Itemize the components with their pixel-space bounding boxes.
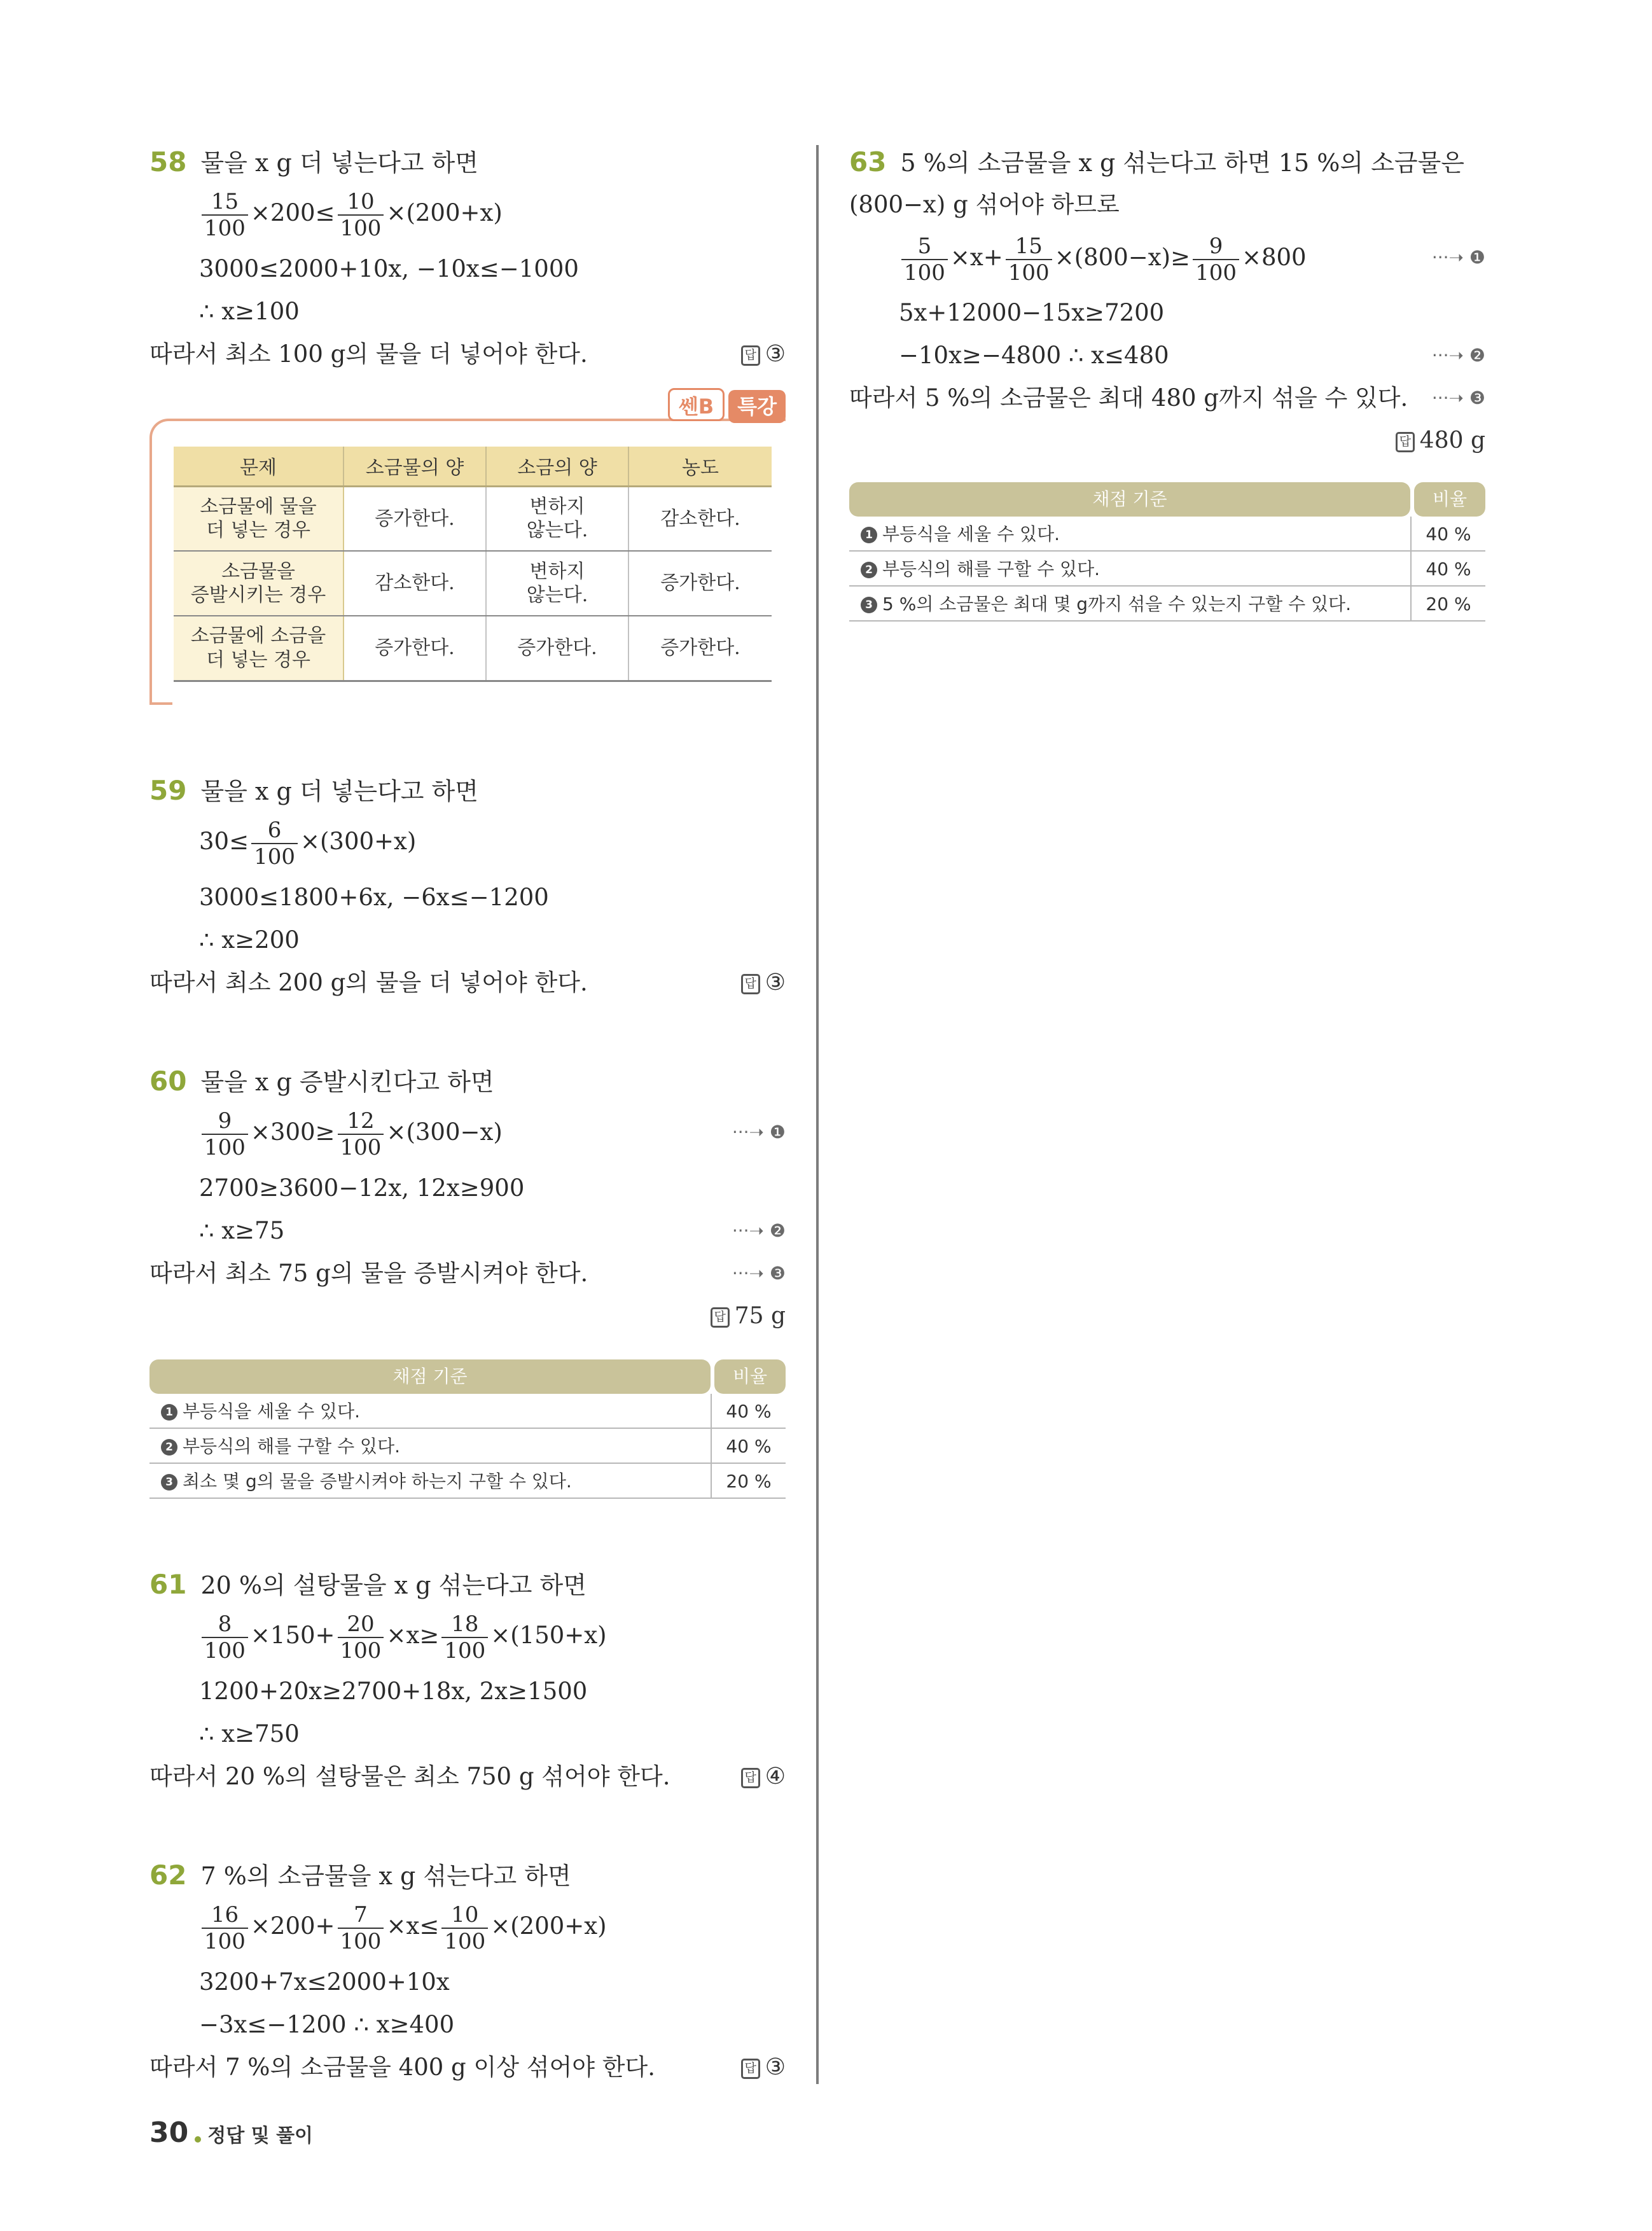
rubric-ratio: 20 % [1410,587,1485,622]
problem-number: 61 [149,1569,187,1600]
table-cell: 증가한다. [628,551,772,616]
equation-text: ×(300+x) [300,828,417,855]
table-cell: 소금물에 소금을 더 넣는 경우 [174,616,344,681]
criterion-text: 5 %의 소금물은 최대 몇 g까지 섞을 수 있는지 구할 수 있다. [882,594,1352,615]
denominator: 100 [340,1134,382,1160]
criterion-text: 부등식의 해를 구할 수 있다. [882,559,1100,580]
numerator: 9 [1193,235,1239,260]
table-cell: 감소한다. [628,486,772,551]
fraction [202,1613,248,1662]
grading-criteria-table [149,1359,786,1499]
fraction [202,188,248,241]
conclusion-text: 따라서 7 %의 소금물을 400 g 이상 섞어야 한다. [149,2054,655,2081]
rubric-criterion [861,587,1351,622]
page-number: 30 [149,2116,189,2149]
fraction [901,235,948,284]
equation-line: ∴ x≥200 [199,926,300,954]
equation-text: ×x≥ [386,1622,440,1649]
rubric-criterion [161,1394,360,1429]
box-frame-corner [149,702,172,705]
table-cell: 소금물에 물을 더 넣는 경우 [174,486,344,551]
rubric-header-ratio: 비율 [1414,482,1485,517]
answer [741,1758,786,1796]
problem-number: 63 [849,146,887,177]
equation-text: ×(300−x) [386,1118,503,1146]
equation-line [899,232,1307,286]
conclusion-text: 따라서 최소 75 g의 물을 증발시켜야 한다. [149,1260,588,1287]
table-header: 문제 [174,447,344,486]
fraction [202,1901,248,1954]
numerator: 15 [202,191,248,216]
table-cell: 증가한다. [628,616,772,681]
table-cell: 증가한다. [486,616,628,681]
table-cell: 변하지 않는다. [486,551,628,616]
answer-icon: 답 [741,2059,760,2079]
rubric-header [849,482,1485,517]
numerator: 12 [338,1110,384,1135]
rubric-row [849,517,1485,552]
problem-header [149,143,478,181]
conclusion-text: 따라서 20 %의 설탕물은 최소 750 g 섞어야 한다. [149,1763,670,1790]
equation-line: 3000≤2000+10x, −10x≤−1000 [199,255,579,282]
denominator: 100 [204,1928,246,1954]
answer [741,2048,786,2087]
problem-statement: 물을 x g 더 넣는다고 하면 [200,149,478,177]
rubric-criterion [861,552,1100,587]
rubric-row [149,1429,786,1464]
fraction [338,1901,384,1954]
step-number-badge: 2 [861,562,877,578]
equation-line [199,1610,607,1664]
table-cell: 증가한다. [344,616,486,681]
answer [741,964,786,1002]
rubric-criterion [161,1429,400,1464]
step-number-badge: 1 [161,1404,177,1421]
problem-header [149,1062,494,1101]
numerator: 6 [251,819,298,844]
table-row [174,616,772,681]
equation-text: ×x≤ [386,1912,440,1940]
rubric-criterion [861,517,1060,552]
denominator: 100 [204,215,246,241]
rubric-row [149,1394,786,1429]
badge-label: 쎈B [668,388,725,421]
problem-statement: 7 %의 소금물을 x g 섞는다고 하면 [200,1862,571,1890]
rubric-header-ratio: 비율 [714,1359,786,1394]
footer-bullet [195,2136,201,2143]
equation-text: ×(200+x) [386,199,503,226]
rubric-row [849,587,1485,622]
equation-line: −10x≥−4800 ∴ x≤480 [899,342,1169,369]
problem-number: 60 [149,1066,187,1097]
answer-icon: 답 [1396,432,1415,452]
equation-text: ×300≥ [250,1118,335,1146]
equation-text: ×(150+x) [490,1622,607,1649]
numerator: 10 [441,1904,488,1929]
denominator: 100 [204,1637,246,1664]
equation-text: ×x+ [950,244,1003,271]
equation-text: ×150+ [250,1622,335,1649]
step-marker: ···➝ ❷ [1431,345,1485,366]
grading-criteria-table [849,482,1485,622]
rubric-ratio: 40 % [1410,517,1485,552]
denominator: 100 [254,844,295,870]
answer-value: ③ [765,341,786,367]
conclusion-text: 따라서 최소 200 g의 물을 더 넣어야 한다. [149,969,588,996]
table-cell: 변하지 않는다. [486,486,628,551]
equation-line: 2700≥3600−12x, 12x≥900 [199,1174,525,1202]
answer-value: ④ [765,1763,786,1790]
answer [711,1297,786,1335]
numerator: 18 [441,1613,488,1638]
equation-line: ∴ x≥100 [199,298,300,325]
footer-title: 정답 및 풀이 [207,2125,314,2147]
concentration-table [174,447,772,682]
table-header-row [174,447,772,486]
answer-value: ③ [765,2054,786,2080]
equation-line: ∴ x≥75 [199,1217,285,1244]
table-row [174,551,772,616]
equation-text: ×200≤ [250,199,335,226]
answer-icon: 답 [741,1768,760,1788]
step-number-badge: 3 [861,597,877,613]
fraction [338,188,384,241]
page-footer [149,2111,313,2155]
rubric-row [149,1464,786,1499]
answer-value: 75 g [734,1303,786,1329]
conclusion-text: 따라서 최소 100 g의 물을 더 넣어야 한다. [149,340,588,368]
step-marker: ···➝ ❸ [732,1263,786,1284]
fraction [338,1613,384,1662]
rubric-ratio: 40 % [1410,552,1485,587]
equation-line: 3200+7x≤2000+10x [199,1968,450,1996]
denominator: 100 [340,215,382,241]
table-cell: 소금물을 증발시키는 경우 [174,551,344,616]
equation-line [199,188,503,239]
equation-line [199,816,417,870]
equation-text: ×(800−x)≥ [1054,244,1191,271]
step-number-badge: 2 [161,1439,177,1456]
fraction [338,1110,384,1158]
table-cell: 증가한다. [344,486,486,551]
step-marker: ···➝ ❶ [1431,247,1485,268]
problem-statement: 물을 x g 증발시킨다고 하면 [200,1068,494,1096]
denominator: 100 [340,1928,382,1954]
problem-number: 62 [149,1859,187,1891]
numerator: 20 [338,1613,384,1638]
problem-number: 59 [149,775,187,806]
numerator: 9 [202,1110,248,1135]
equation-line [199,1107,503,1158]
fraction [1193,235,1239,284]
answer-icon: 답 [741,974,760,994]
rubric-ratio: 40 % [711,1429,786,1464]
answer-value: ③ [765,970,786,996]
answer-icon: 답 [741,345,760,366]
special-lecture-box [149,388,786,706]
equation-line: 3000≤1800+6x, −6x≤−1200 [199,884,549,911]
problem-number: 58 [149,146,187,177]
fraction [202,1110,248,1158]
problem-header [149,1566,587,1604]
equation-line: −3x≤−1200 ∴ x≥400 [199,2011,455,2038]
denominator: 100 [1008,260,1050,286]
step-number-badge: 3 [161,1474,177,1491]
numerator: 16 [202,1904,248,1929]
denominator: 100 [444,1637,486,1664]
equation-line: ∴ x≥750 [199,1720,300,1748]
answer [1396,422,1485,460]
fraction [441,1613,488,1662]
criterion-text: 부등식을 세울 수 있다. [183,1401,361,1422]
rubric-row [849,552,1485,587]
numerator: 15 [1006,235,1052,260]
table-header: 소금물의 양 [344,447,486,486]
numerator: 8 [202,1613,248,1638]
numerator: 5 [901,235,948,260]
rubric-header-criteria: 채점 기준 [849,482,1410,517]
problem-header [149,772,478,810]
equation-text: ×800 [1241,244,1307,271]
step-marker: ···➝ ❶ [732,1122,786,1143]
problem-header [149,1856,571,1894]
denominator: 100 [444,1928,486,1954]
column-divider [816,145,819,2084]
step-marker: ···➝ ❸ [1431,387,1485,408]
step-marker: ···➝ ❷ [732,1220,786,1241]
table-row [174,486,772,551]
fraction [251,819,298,868]
problem-statement: 20 %의 설탕물을 x g 섞는다고 하면 [200,1571,587,1599]
step-number-badge: 1 [861,527,877,543]
table-header: 농도 [628,447,772,486]
equation-line [199,1901,607,1952]
rubric-criterion [161,1464,572,1499]
denominator: 100 [904,260,945,286]
problem-header [849,143,1464,181]
equation-text: ×200+ [250,1912,335,1940]
numerator: 7 [338,1904,384,1929]
special-badge [668,388,786,424]
criterion-text: 부등식을 세울 수 있다. [882,524,1060,545]
equation-line: 5x+12000−15x≥7200 [899,299,1165,326]
problem-statement-continued: (800−x) g 섞어야 하므로 [849,191,1120,218]
denominator: 100 [1195,260,1237,286]
equation-text: ×(200+x) [490,1912,607,1940]
rubric-header [149,1359,786,1394]
table-cell: 감소한다. [344,551,486,616]
criterion-text: 최소 몇 g의 물을 증발시켜야 하는지 구할 수 있다. [183,1471,572,1492]
equation-line: 1200+20x≥2700+18x, 2x≥1500 [199,1678,588,1705]
criterion-text: 부등식의 해를 구할 수 있다. [183,1436,401,1457]
rubric-ratio: 20 % [711,1464,786,1499]
rubric-header-criteria: 채점 기준 [149,1359,711,1394]
table-header: 소금의 양 [486,447,628,486]
conclusion-text: 따라서 5 %의 소금물은 최대 480 g까지 섞을 수 있다. [849,384,1408,412]
equation-text: 30≤ [199,828,249,855]
rubric-ratio: 40 % [711,1394,786,1429]
answer-value: 480 g [1419,427,1485,454]
fraction [1006,235,1052,284]
fraction [441,1901,488,1954]
answer [741,335,786,373]
numerator: 10 [338,191,384,216]
problem-statement: 물을 x g 더 넣는다고 하면 [200,777,478,805]
denominator: 100 [340,1637,382,1664]
badge-label: 특강 [728,390,786,423]
denominator: 100 [204,1134,246,1160]
problem-statement: 5 %의 소금물을 x g 섞는다고 하면 15 %의 소금물은 [900,149,1464,177]
answer-icon: 답 [711,1307,730,1328]
